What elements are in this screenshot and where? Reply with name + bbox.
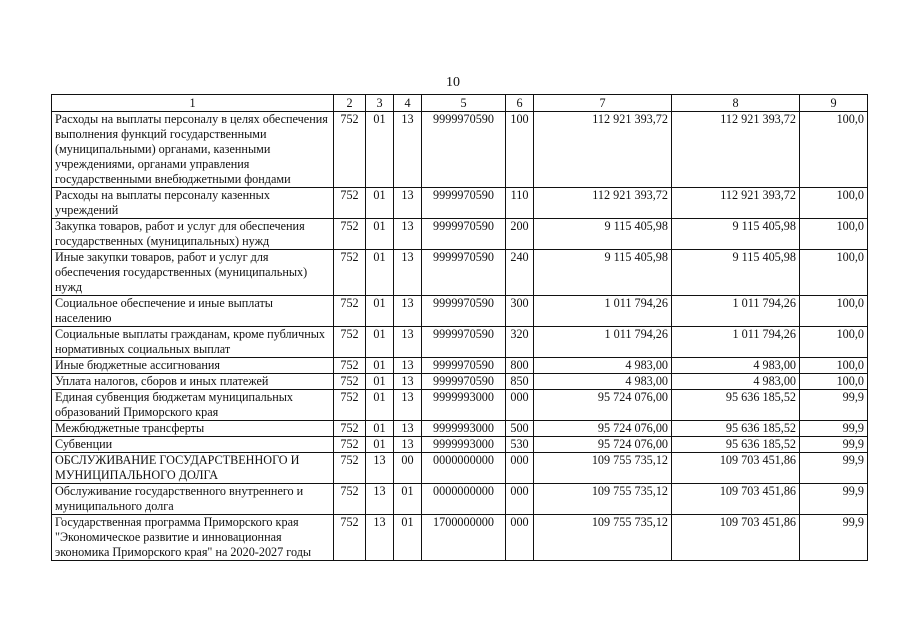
column-header: 6 [506, 95, 534, 112]
code-cell: 13 [394, 374, 422, 390]
code-cell: 13 [394, 327, 422, 358]
percent-cell: 100,0 [800, 219, 868, 250]
amount-cell: 1 011 794,26 [534, 327, 672, 358]
amount-cell: 95 724 076,00 [534, 421, 672, 437]
code-cell: 1700000000 [422, 515, 506, 561]
code-cell: 9999970590 [422, 327, 506, 358]
column-header: 5 [422, 95, 506, 112]
table-row [52, 437, 868, 453]
column-header: 8 [672, 95, 800, 112]
table-row [52, 390, 868, 421]
code-cell: 500 [506, 421, 534, 437]
table-row [52, 219, 868, 250]
table-row [52, 188, 868, 219]
expense-name: ОБСЛУЖИВАНИЕ ГОСУДАРСТВЕННОГО И МУНИЦИПАЛЬНОГО ДОЛГА [52, 453, 334, 484]
code-cell: 752 [334, 112, 366, 188]
code-cell: 850 [506, 374, 534, 390]
code-cell: 01 [366, 390, 394, 421]
code-cell: 9999970590 [422, 296, 506, 327]
table-row [52, 112, 868, 188]
code-cell: 752 [334, 437, 366, 453]
code-cell: 01 [366, 250, 394, 296]
expense-name: Социальные выплаты гражданам, кроме публичных нормативных социальных выплат [52, 327, 334, 358]
amount-cell: 95 636 185,52 [672, 390, 800, 421]
amount-cell: 109 703 451,86 [672, 484, 800, 515]
amount-cell: 109 755 735,12 [534, 453, 672, 484]
code-cell: 530 [506, 437, 534, 453]
code-cell: 13 [394, 296, 422, 327]
expense-name: Субвенции [52, 437, 334, 453]
table-row [52, 296, 868, 327]
code-cell: 752 [334, 327, 366, 358]
amount-cell: 109 703 451,86 [672, 453, 800, 484]
expense-name: Закупка товаров, работ и услуг для обеспечения государственных (муниципальных) нужд [52, 219, 334, 250]
code-cell: 320 [506, 327, 534, 358]
amount-cell: 4 983,00 [534, 358, 672, 374]
code-cell: 100 [506, 112, 534, 188]
amount-cell: 95 636 185,52 [672, 437, 800, 453]
table-row [52, 358, 868, 374]
column-header: 3 [366, 95, 394, 112]
code-cell: 01 [366, 421, 394, 437]
percent-cell: 100,0 [800, 374, 868, 390]
amount-cell: 9 115 405,98 [534, 250, 672, 296]
code-cell: 752 [334, 390, 366, 421]
code-cell: 110 [506, 188, 534, 219]
percent-cell: 99,9 [800, 515, 868, 561]
amount-cell: 109 755 735,12 [534, 484, 672, 515]
column-header: 9 [800, 95, 868, 112]
code-cell: 01 [394, 484, 422, 515]
code-cell: 01 [366, 219, 394, 250]
code-cell: 800 [506, 358, 534, 374]
amount-cell: 112 921 393,72 [672, 188, 800, 219]
amount-cell: 112 921 393,72 [534, 112, 672, 188]
expense-name: Иные закупки товаров, работ и услуг для обеспечения государственных (муниципальных) нужд [52, 250, 334, 296]
code-cell: 13 [394, 390, 422, 421]
code-cell: 752 [334, 421, 366, 437]
code-cell: 13 [366, 453, 394, 484]
percent-cell: 100,0 [800, 296, 868, 327]
code-cell: 000 [506, 390, 534, 421]
code-cell: 13 [366, 484, 394, 515]
expense-name: Расходы на выплаты персоналу в целях обеспечения выполнения функций государственными (муниципальными) органами, казенными учреждениями, органами управления государственными внебюджетными фондами [52, 112, 334, 188]
budget-table [51, 94, 868, 561]
amount-cell: 109 703 451,86 [672, 515, 800, 561]
code-cell: 00 [394, 453, 422, 484]
code-cell: 13 [394, 421, 422, 437]
percent-cell: 100,0 [800, 250, 868, 296]
amount-cell: 95 724 076,00 [534, 390, 672, 421]
code-cell: 13 [394, 358, 422, 374]
amount-cell: 112 921 393,72 [534, 188, 672, 219]
column-header: 4 [394, 95, 422, 112]
amount-cell: 4 983,00 [672, 374, 800, 390]
code-cell: 000 [506, 453, 534, 484]
code-cell: 9999993000 [422, 390, 506, 421]
table-row [52, 515, 868, 561]
code-cell: 9999970590 [422, 188, 506, 219]
code-cell: 0000000000 [422, 484, 506, 515]
percent-cell: 100,0 [800, 327, 868, 358]
code-cell: 752 [334, 374, 366, 390]
code-cell: 13 [366, 515, 394, 561]
expense-name: Межбюджетные трансферты [52, 421, 334, 437]
code-cell: 9999970590 [422, 250, 506, 296]
code-cell: 300 [506, 296, 534, 327]
percent-cell: 99,9 [800, 390, 868, 421]
percent-cell: 100,0 [800, 358, 868, 374]
code-cell: 01 [366, 296, 394, 327]
code-cell: 752 [334, 453, 366, 484]
code-cell: 13 [394, 219, 422, 250]
amount-cell: 9 115 405,98 [672, 250, 800, 296]
code-cell: 9999970590 [422, 374, 506, 390]
percent-cell: 99,9 [800, 421, 868, 437]
expense-name: Иные бюджетные ассигнования [52, 358, 334, 374]
code-cell: 01 [366, 112, 394, 188]
code-cell: 01 [366, 374, 394, 390]
code-cell: 752 [334, 188, 366, 219]
code-cell: 9999993000 [422, 421, 506, 437]
code-cell: 13 [394, 112, 422, 188]
column-header: 1 [52, 95, 334, 112]
percent-cell: 99,9 [800, 437, 868, 453]
code-cell: 200 [506, 219, 534, 250]
amount-cell: 1 011 794,26 [534, 296, 672, 327]
column-header: 7 [534, 95, 672, 112]
code-cell: 01 [394, 515, 422, 561]
amount-cell: 109 755 735,12 [534, 515, 672, 561]
amount-cell: 112 921 393,72 [672, 112, 800, 188]
code-cell: 240 [506, 250, 534, 296]
expense-name: Обслуживание государственного внутреннего и муниципального долга [52, 484, 334, 515]
expense-name: Государственная программа Приморского края "Экономическое развитие и инновационная экономика Приморского края" на 2020-2027 годы [52, 515, 334, 561]
table-row [52, 484, 868, 515]
code-cell: 752 [334, 484, 366, 515]
code-cell: 13 [394, 250, 422, 296]
table-row [52, 250, 868, 296]
code-cell: 01 [366, 437, 394, 453]
expense-name: Расходы на выплаты персоналу казенных учреждений [52, 188, 334, 219]
code-cell: 01 [366, 358, 394, 374]
code-cell: 752 [334, 515, 366, 561]
amount-cell: 95 636 185,52 [672, 421, 800, 437]
code-cell: 13 [394, 188, 422, 219]
expense-name: Социальное обеспечение и иные выплаты населению [52, 296, 334, 327]
table-row [52, 374, 868, 390]
code-cell: 9999970590 [422, 219, 506, 250]
table-row [52, 453, 868, 484]
percent-cell: 99,9 [800, 484, 868, 515]
code-cell: 000 [506, 515, 534, 561]
amount-cell: 4 983,00 [672, 358, 800, 374]
amount-cell: 1 011 794,26 [672, 296, 800, 327]
code-cell: 9999970590 [422, 358, 506, 374]
table-row [52, 327, 868, 358]
code-cell: 01 [366, 188, 394, 219]
code-cell: 13 [394, 437, 422, 453]
amount-cell: 9 115 405,98 [534, 219, 672, 250]
code-cell: 752 [334, 358, 366, 374]
table-row [52, 421, 868, 437]
amount-cell: 9 115 405,98 [672, 219, 800, 250]
code-cell: 01 [366, 327, 394, 358]
percent-cell: 99,9 [800, 453, 868, 484]
column-header: 2 [334, 95, 366, 112]
code-cell: 752 [334, 296, 366, 327]
amount-cell: 95 724 076,00 [534, 437, 672, 453]
page-number: 10 [446, 75, 460, 90]
expense-name: Единая субвенция бюджетам муниципальных образований Приморского края [52, 390, 334, 421]
amount-cell: 1 011 794,26 [672, 327, 800, 358]
expense-name: Уплата налогов, сборов и иных платежей [52, 374, 334, 390]
percent-cell: 100,0 [800, 112, 868, 188]
code-cell: 9999970590 [422, 112, 506, 188]
code-cell: 0000000000 [422, 453, 506, 484]
code-cell: 752 [334, 219, 366, 250]
code-cell: 000 [506, 484, 534, 515]
percent-cell: 100,0 [800, 188, 868, 219]
code-cell: 752 [334, 250, 366, 296]
amount-cell: 4 983,00 [534, 374, 672, 390]
code-cell: 9999993000 [422, 437, 506, 453]
header-row [52, 95, 868, 112]
